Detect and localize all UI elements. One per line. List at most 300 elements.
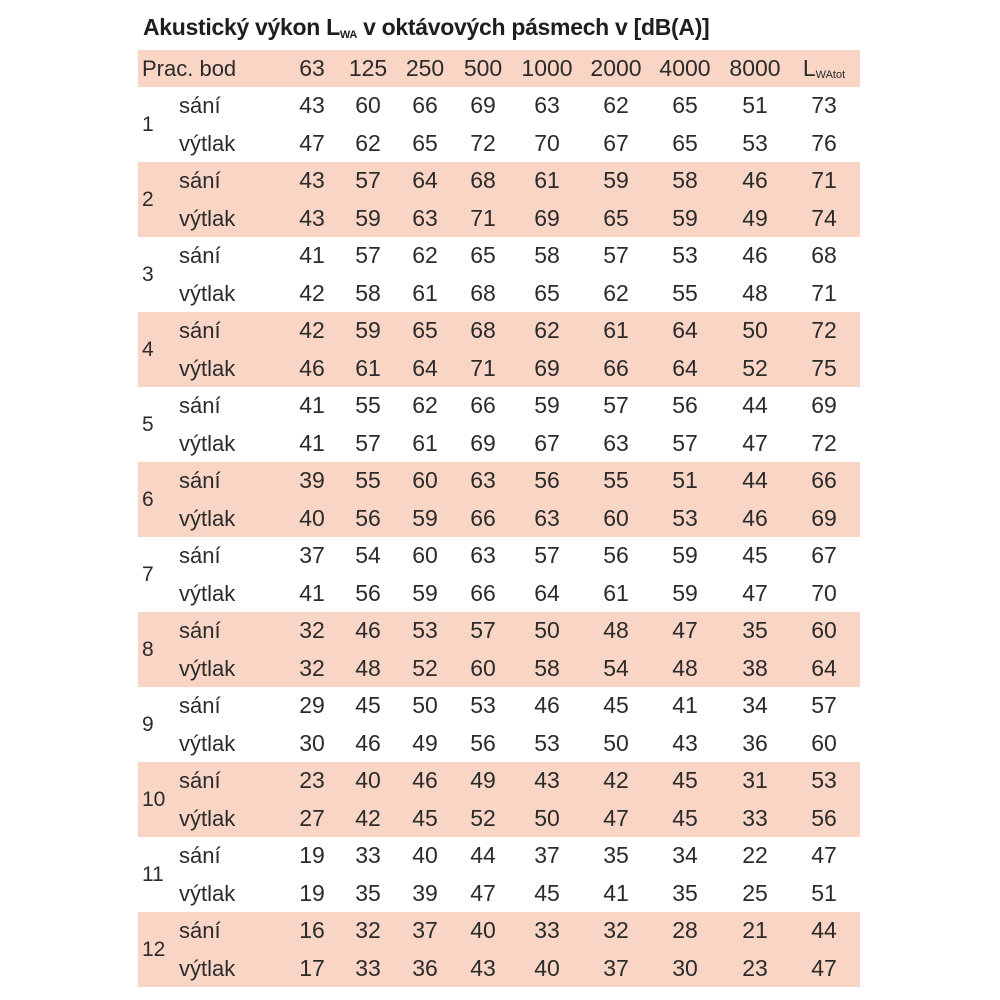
total-value: 69 <box>811 504 837 531</box>
band-value: 54 <box>603 654 629 681</box>
row-type-vytlak: výtlak <box>179 880 236 906</box>
band-value: 62 <box>603 92 629 118</box>
header-total <box>792 50 856 87</box>
band-value: 71 <box>470 204 496 231</box>
point-number: 12 <box>142 938 166 961</box>
band-value: 57 <box>355 429 381 456</box>
band-value: 36 <box>742 729 768 756</box>
band-value: 46 <box>742 167 768 193</box>
operating-point-10 <box>138 762 860 837</box>
row-type-sani: sání <box>179 693 221 718</box>
band-value: 44 <box>742 392 768 418</box>
band-value: 53 <box>672 242 698 268</box>
band-value: 63 <box>534 92 560 118</box>
band-value: 65 <box>672 92 698 118</box>
band-value: 56 <box>355 504 381 531</box>
band-value: 65 <box>534 279 560 306</box>
operating-point-7 <box>138 537 860 612</box>
table-row-vytlak <box>138 950 860 988</box>
row-type-vytlak: výtlak <box>179 730 236 756</box>
band-value: 50 <box>412 692 438 718</box>
table-row-vytlak <box>138 800 860 838</box>
band-value: 51 <box>672 467 698 493</box>
band-value: 65 <box>412 129 438 156</box>
total-value: 72 <box>811 429 837 456</box>
row-type-sani: sání <box>179 468 221 493</box>
row-type-vytlak: výtlak <box>179 205 236 231</box>
band-value: 62 <box>534 317 560 343</box>
band-value: 41 <box>672 692 698 718</box>
band-value: 62 <box>412 242 438 268</box>
band-value: 57 <box>672 429 698 456</box>
table-row-sani <box>138 87 860 125</box>
band-value: 59 <box>355 204 381 231</box>
band-value: 59 <box>355 317 381 343</box>
band-value: 41 <box>299 579 325 606</box>
table-row-vytlak <box>138 500 860 538</box>
operating-point-11 <box>138 837 860 912</box>
band-value: 57 <box>355 242 381 268</box>
band-value: 46 <box>534 692 560 718</box>
band-value: 58 <box>355 279 381 306</box>
band-value: 17 <box>299 954 325 981</box>
band-value: 57 <box>534 542 560 568</box>
band-value: 45 <box>355 692 381 718</box>
band-value: 40 <box>355 767 381 793</box>
band-value: 19 <box>299 879 325 906</box>
header-band-500: 500 <box>463 55 503 81</box>
band-value: 56 <box>470 729 496 756</box>
band-value: 40 <box>299 504 325 531</box>
title-subscript: WA <box>339 29 357 41</box>
band-value: 56 <box>672 392 698 418</box>
band-value: 19 <box>299 842 325 868</box>
band-value: 67 <box>534 429 560 456</box>
band-value: 16 <box>299 917 325 943</box>
point-number: 11 <box>142 863 164 886</box>
table-row-sani <box>138 312 860 350</box>
row-type-vytlak: výtlak <box>179 580 236 606</box>
band-value: 34 <box>672 842 698 868</box>
point-number: 7 <box>142 563 154 586</box>
band-value: 37 <box>412 917 438 943</box>
band-value: 55 <box>355 467 381 493</box>
band-value: 46 <box>355 729 381 756</box>
band-value: 23 <box>299 767 325 793</box>
table-row-vytlak <box>138 725 860 763</box>
band-value: 36 <box>412 954 438 981</box>
row-type-sani: sání <box>179 918 221 943</box>
row-type-sani: sání <box>179 393 221 418</box>
band-value: 66 <box>470 392 496 418</box>
band-value: 66 <box>470 579 496 606</box>
band-value: 55 <box>672 279 698 306</box>
band-value: 57 <box>603 242 629 268</box>
row-type-vytlak: výtlak <box>179 505 236 531</box>
band-value: 69 <box>470 92 496 118</box>
band-value: 68 <box>470 317 496 343</box>
row-type-sani: sání <box>179 93 221 118</box>
band-value: 61 <box>603 579 629 606</box>
band-value: 62 <box>355 129 381 156</box>
band-value: 53 <box>742 129 768 156</box>
band-value: 60 <box>412 467 438 493</box>
band-value: 58 <box>672 167 698 193</box>
band-value: 49 <box>742 204 768 231</box>
band-value: 60 <box>412 542 438 568</box>
band-value: 49 <box>470 767 496 793</box>
band-value: 32 <box>603 917 629 943</box>
band-value: 37 <box>534 842 560 868</box>
total-value: 73 <box>811 92 837 118</box>
band-value: 48 <box>742 279 768 306</box>
band-value: 45 <box>534 879 560 906</box>
band-value: 70 <box>534 129 560 156</box>
band-value: 69 <box>470 429 496 456</box>
table-row-sani <box>138 387 860 425</box>
table-row-vytlak <box>138 125 860 163</box>
band-value: 45 <box>742 542 768 568</box>
operating-point-4 <box>138 312 860 387</box>
band-value: 45 <box>412 804 438 831</box>
row-type-sani: sání <box>179 768 221 793</box>
table-row-sani <box>138 687 860 725</box>
band-value: 52 <box>742 354 768 381</box>
band-value: 48 <box>672 654 698 681</box>
band-value: 41 <box>603 879 629 906</box>
header-band-250: 250 <box>405 55 445 81</box>
band-value: 59 <box>412 504 438 531</box>
total-value: 69 <box>811 392 837 418</box>
band-value: 33 <box>355 842 381 868</box>
band-value: 46 <box>355 617 381 643</box>
band-value: 41 <box>299 242 325 268</box>
table-row-vytlak <box>138 875 860 913</box>
title-rest: v oktávových pásmech v [dB(A)] <box>357 14 710 40</box>
band-value: 58 <box>534 242 560 268</box>
band-value: 47 <box>742 429 768 456</box>
band-value: 43 <box>470 954 496 981</box>
table-row-sani <box>138 462 860 500</box>
band-value: 47 <box>299 129 325 156</box>
band-value: 56 <box>603 542 629 568</box>
band-value: 69 <box>534 204 560 231</box>
band-value: 43 <box>299 92 325 118</box>
band-value: 61 <box>603 317 629 343</box>
title-main: Akustický výkon L <box>143 14 340 40</box>
band-value: 61 <box>412 429 438 456</box>
total-value: 74 <box>811 204 837 231</box>
total-value: 71 <box>811 279 837 306</box>
point-number: 10 <box>142 788 166 811</box>
point-number: 5 <box>142 413 154 436</box>
band-value: 33 <box>534 917 560 943</box>
operating-point-2 <box>138 162 860 237</box>
band-value: 42 <box>355 804 381 831</box>
band-value: 45 <box>672 767 698 793</box>
row-type-vytlak: výtlak <box>179 280 236 306</box>
band-value: 65 <box>603 204 629 231</box>
band-value: 27 <box>299 804 325 831</box>
band-value: 43 <box>299 167 325 193</box>
band-value: 47 <box>742 579 768 606</box>
band-value: 50 <box>534 804 560 831</box>
band-value: 40 <box>412 842 438 868</box>
band-value: 63 <box>603 429 629 456</box>
band-value: 29 <box>299 692 325 718</box>
band-value: 62 <box>603 279 629 306</box>
total-value: 72 <box>811 317 837 343</box>
row-type-sani: sání <box>179 168 221 193</box>
band-value: 31 <box>742 767 768 793</box>
row-type-vytlak: výtlak <box>179 355 236 381</box>
point-number: 8 <box>142 638 154 661</box>
band-value: 46 <box>299 354 325 381</box>
total-value: 67 <box>811 542 837 568</box>
band-value: 63 <box>470 542 496 568</box>
header-total-main: L <box>802 55 816 81</box>
total-value: 70 <box>811 579 837 606</box>
operating-point-9 <box>138 687 860 762</box>
band-value: 47 <box>603 804 629 831</box>
table-row-sani <box>138 912 860 950</box>
header-band-8000: 8000 <box>729 55 781 81</box>
band-value: 64 <box>672 317 698 343</box>
header-band-125: 125 <box>348 55 388 81</box>
band-value: 30 <box>672 954 698 981</box>
band-value: 28 <box>672 917 698 943</box>
band-value: 35 <box>603 842 629 868</box>
band-value: 56 <box>355 579 381 606</box>
band-value: 43 <box>672 729 698 756</box>
band-value: 55 <box>603 467 629 493</box>
band-value: 23 <box>742 954 768 981</box>
operating-point-8 <box>138 612 860 687</box>
header-band-4000: 4000 <box>659 55 711 81</box>
band-value: 45 <box>603 692 629 718</box>
band-value: 30 <box>299 729 325 756</box>
band-value: 64 <box>672 354 698 381</box>
band-value: 65 <box>412 317 438 343</box>
band-value: 49 <box>412 729 438 756</box>
band-value: 66 <box>470 504 496 531</box>
band-value: 55 <box>355 392 381 418</box>
total-value: 68 <box>811 242 837 268</box>
band-value: 47 <box>672 617 698 643</box>
table-row-sani <box>138 612 860 650</box>
row-type-vytlak: výtlak <box>179 805 236 831</box>
row-type-vytlak: výtlak <box>179 655 236 681</box>
band-value: 51 <box>742 92 768 118</box>
band-value: 66 <box>412 92 438 118</box>
table-row-vytlak <box>138 275 860 313</box>
total-value: 44 <box>811 917 837 943</box>
band-value: 52 <box>470 804 496 831</box>
acoustic-power-table <box>138 50 860 987</box>
band-value: 59 <box>672 579 698 606</box>
band-value: 64 <box>412 167 438 193</box>
total-value: 76 <box>811 129 837 156</box>
band-value: 62 <box>412 392 438 418</box>
operating-point-5 <box>138 387 860 462</box>
table-body <box>138 87 860 987</box>
row-type-sani: sání <box>179 318 221 343</box>
band-value: 67 <box>603 129 629 156</box>
band-value: 42 <box>299 279 325 306</box>
row-type-sani: sání <box>179 543 221 568</box>
band-value: 21 <box>742 917 768 943</box>
total-value: 64 <box>811 654 837 681</box>
row-type-vytlak: výtlak <box>179 430 236 456</box>
band-value: 46 <box>412 767 438 793</box>
band-value: 39 <box>412 879 438 906</box>
band-value: 32 <box>299 617 325 643</box>
band-value: 43 <box>299 204 325 231</box>
band-value: 59 <box>672 204 698 231</box>
band-value: 48 <box>355 654 381 681</box>
band-value: 63 <box>412 204 438 231</box>
band-value: 53 <box>672 504 698 531</box>
band-value: 47 <box>470 879 496 906</box>
point-number: 2 <box>142 188 154 211</box>
total-value: 51 <box>811 879 837 906</box>
band-value: 68 <box>470 279 496 306</box>
band-value: 61 <box>355 354 381 381</box>
band-value: 40 <box>534 954 560 981</box>
point-number: 9 <box>142 713 154 736</box>
band-value: 72 <box>470 129 496 156</box>
band-value: 44 <box>470 842 496 868</box>
point-number: 1 <box>142 113 154 136</box>
row-type-sani: sání <box>179 243 221 268</box>
table-row-vytlak <box>138 650 860 688</box>
band-value: 60 <box>603 504 629 531</box>
band-value: 32 <box>299 654 325 681</box>
total-value: 60 <box>811 617 837 643</box>
band-value: 71 <box>470 354 496 381</box>
band-value: 35 <box>672 879 698 906</box>
table-row-vytlak <box>138 575 860 613</box>
operating-point-3 <box>138 237 860 312</box>
band-value: 34 <box>742 692 768 718</box>
band-value: 69 <box>534 354 560 381</box>
point-number: 3 <box>142 263 154 286</box>
total-value: 60 <box>811 729 837 756</box>
band-value: 53 <box>470 692 496 718</box>
band-value: 43 <box>534 767 560 793</box>
band-value: 39 <box>299 467 325 493</box>
table-row-vytlak <box>138 425 860 463</box>
total-value: 71 <box>811 167 837 193</box>
band-value: 46 <box>742 504 768 531</box>
row-type-vytlak: výtlak <box>179 955 236 981</box>
band-value: 35 <box>355 879 381 906</box>
band-value: 35 <box>742 617 768 643</box>
band-value: 65 <box>672 129 698 156</box>
table-row-sani <box>138 237 860 275</box>
band-value: 60 <box>470 654 496 681</box>
band-value: 57 <box>470 617 496 643</box>
band-value: 50 <box>742 317 768 343</box>
band-value: 57 <box>603 392 629 418</box>
band-value: 48 <box>603 617 629 643</box>
row-type-sani: sání <box>179 843 221 868</box>
band-value: 40 <box>470 917 496 943</box>
band-value: 58 <box>534 654 560 681</box>
total-value: 56 <box>811 804 837 831</box>
header-point-label: Prac. bod <box>142 56 237 81</box>
table-row-vytlak <box>138 350 860 388</box>
band-value: 59 <box>603 167 629 193</box>
band-value: 44 <box>742 467 768 493</box>
band-value: 37 <box>299 542 325 568</box>
band-value: 65 <box>470 242 496 268</box>
row-type-vytlak: výtlak <box>179 130 236 156</box>
band-value: 42 <box>299 317 325 343</box>
band-value: 45 <box>672 804 698 831</box>
header-band-63: 63 <box>299 55 325 81</box>
total-value: 47 <box>811 842 837 868</box>
band-value: 59 <box>534 392 560 418</box>
band-value: 57 <box>355 167 381 193</box>
table-row-sani <box>138 837 860 875</box>
band-value: 32 <box>355 917 381 943</box>
band-value: 38 <box>742 654 768 681</box>
header-band-2000: 2000 <box>590 55 642 81</box>
band-value: 37 <box>603 954 629 981</box>
band-value: 52 <box>412 654 438 681</box>
band-value: 33 <box>742 804 768 831</box>
total-value: 47 <box>811 954 837 981</box>
point-number: 4 <box>142 338 154 361</box>
table-row-sani <box>138 537 860 575</box>
band-value: 64 <box>412 354 438 381</box>
band-value: 50 <box>603 729 629 756</box>
header-total-sub: WAtot <box>815 69 846 81</box>
band-value: 61 <box>412 279 438 306</box>
band-value: 61 <box>534 167 560 193</box>
operating-point-12 <box>138 912 860 987</box>
total-value: 57 <box>811 692 837 718</box>
band-value: 64 <box>534 579 560 606</box>
total-value: 75 <box>811 354 837 381</box>
band-value: 56 <box>534 467 560 493</box>
band-value: 66 <box>603 354 629 381</box>
band-value: 33 <box>355 954 381 981</box>
operating-point-6 <box>138 462 860 537</box>
band-value: 41 <box>299 392 325 418</box>
band-value: 46 <box>742 242 768 268</box>
table-title <box>143 14 709 41</box>
band-value: 54 <box>355 542 381 568</box>
band-value: 53 <box>534 729 560 756</box>
table-row-sani <box>138 762 860 800</box>
band-value: 63 <box>534 504 560 531</box>
band-value: 68 <box>470 167 496 193</box>
band-value: 63 <box>470 467 496 493</box>
table-header-row <box>138 50 860 87</box>
band-value: 25 <box>742 879 768 906</box>
band-value: 59 <box>672 542 698 568</box>
operating-point-1 <box>138 87 860 162</box>
band-value: 22 <box>742 842 768 868</box>
table-row-sani <box>138 162 860 200</box>
band-value: 60 <box>355 92 381 118</box>
band-value: 59 <box>412 579 438 606</box>
header-band-1000: 1000 <box>521 55 573 81</box>
band-value: 41 <box>299 429 325 456</box>
band-value: 53 <box>412 617 438 643</box>
